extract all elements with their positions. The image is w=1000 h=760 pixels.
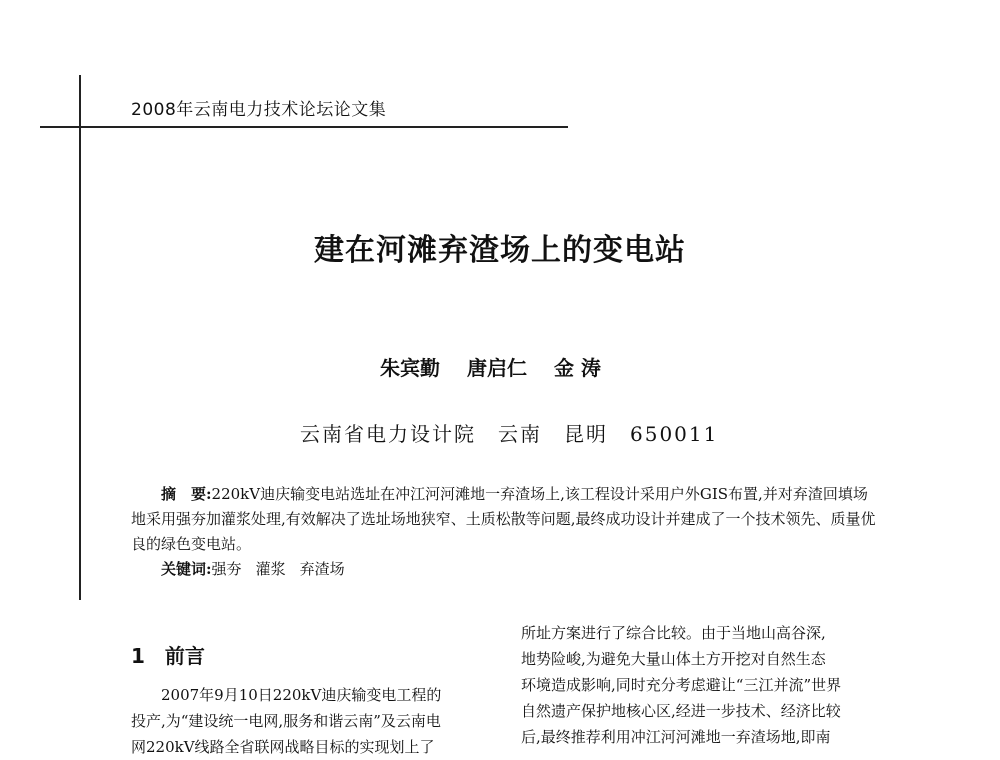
abstract-text: 220kV迪庆输变电站选址在冲江河河滩地一弃渣场上,该工程设计采用户外GIS布置,并对弃渣回填场地采用强夯加灌浆处理,有效解决了选址场地狭窄、土质松散等问题,最终成功设计并建成了一个技术领先、质量优良的绿色变电站。	[131, 485, 876, 553]
body-column-right	[521, 620, 877, 750]
proceedings-header: 2008年云南电力技术论坛论文集	[131, 100, 387, 120]
section-title: 前言	[164, 644, 205, 668]
body-line: 后,最终推荐利用冲江河河滩地一弃渣场地,即南	[521, 728, 831, 746]
body-line: 所址方案进行了综合比较。由于当地山高谷深,	[521, 624, 826, 642]
body-line: 自然遗产保护地核心区,经进一步技术、经济比较	[521, 702, 841, 720]
body-line: 投产,为“建设统一电网,服务和谐云南”及云南电	[131, 712, 441, 730]
author-list	[380, 352, 621, 381]
body-line: 环境造成影响,同时充分考虑避让“三江并流”世界	[521, 676, 842, 694]
body-line: 地势险峻,为避免大量山体土方开挖对自然生态	[521, 650, 826, 668]
header-rule	[40, 126, 568, 128]
keyword: 强夯	[211, 560, 242, 578]
body-column-left	[131, 682, 491, 760]
affiliation: 云南省电力设计院 云南 昆明 650011	[300, 422, 719, 446]
author-name: 金 涛	[553, 356, 601, 380]
keyword: 弃渣场	[299, 560, 345, 578]
keywords-line	[131, 557, 877, 582]
keywords-label: 关键词:	[161, 560, 212, 578]
author-name: 朱宾勤	[380, 356, 440, 380]
body-line: 2007年9月10日220kV迪庆输变电工程的	[161, 686, 442, 704]
keyword: 灌浆	[255, 560, 286, 578]
section-number: 1	[131, 644, 145, 668]
abstract-block	[131, 482, 877, 582]
abstract-paragraph	[131, 482, 877, 557]
body-line: 网220kV线路全省联网战略目标的实现划上了	[131, 738, 435, 756]
abstract-label: 摘 要:	[161, 485, 212, 503]
author-name: 唐启仁	[466, 356, 527, 380]
margin-vertical-rule	[79, 75, 81, 600]
section-heading	[131, 640, 205, 669]
paper-title: 建在河滩弃渣场上的变电站	[314, 233, 686, 268]
